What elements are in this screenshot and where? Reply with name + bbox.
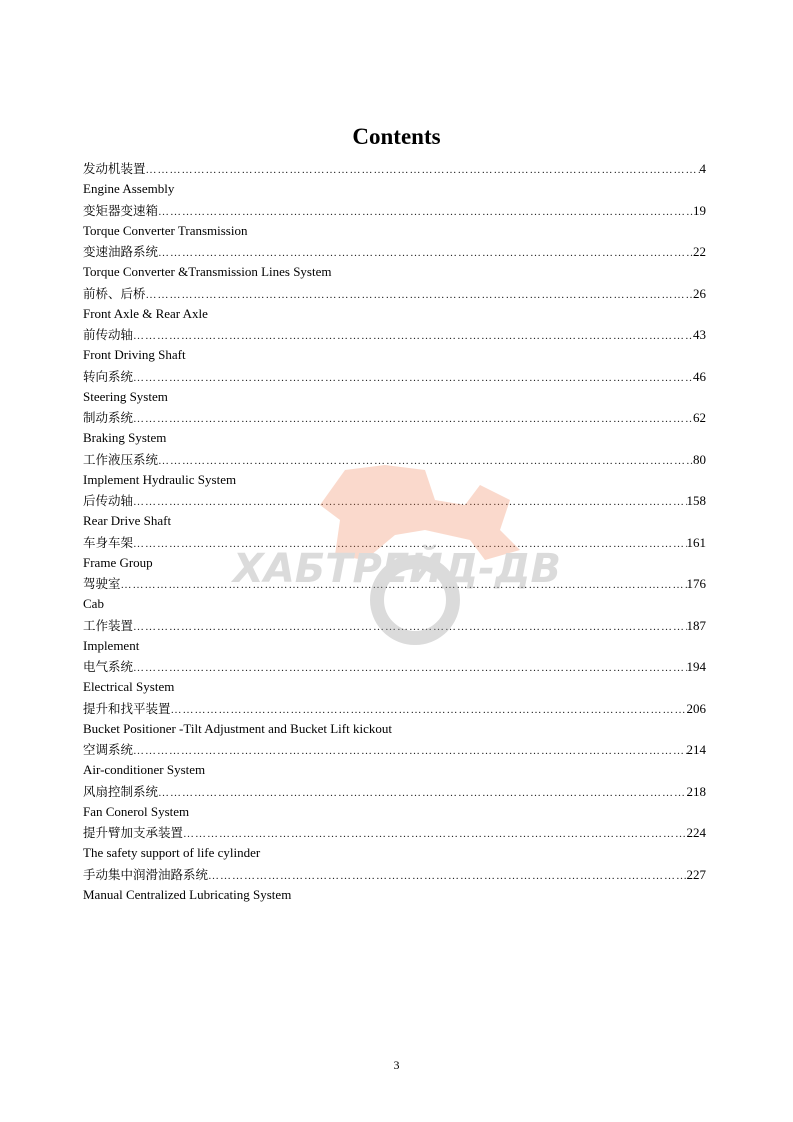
toc-entry-english-title: The safety support of life cylinder [83,845,261,860]
toc-entry-chinese-line[interactable] [83,573,706,594]
toc-entry-english-title: Cab [83,596,104,611]
toc-entry [83,573,706,615]
toc-entry-page-number: 194 [686,659,706,674]
toc-entry-chinese-title: 后传动轴 [83,493,134,508]
dot-leader [133,492,686,511]
toc-entry [83,324,706,366]
toc-entry-chinese-line[interactable] [83,158,706,179]
toc-entry-page-number: 4 [699,161,706,176]
toc-entry [83,532,706,574]
toc-entry-english-title: Manual Centralized Lubricating System [83,886,292,902]
toc-entry-chinese-line[interactable] [83,615,706,636]
toc-entry-chinese-line[interactable] [83,864,706,885]
toc-entry-english-title: Engine Assembly [83,181,175,196]
toc-entry-english-title: Frame Group [83,554,153,570]
toc-entry [83,656,706,698]
toc-entry-english-title: Bucket Positioner -Tilt Adjustment and Bucket Lift kickout [83,720,392,736]
toc-entry-chinese-title: 制动系统 [83,410,134,425]
dot-leader [158,243,693,262]
dot-leader [183,824,686,843]
toc-entry-english-title: Electrical System [83,679,175,694]
toc-entry-english-title: Rear Drive Shaft [83,513,172,528]
toc-entry-chinese-line[interactable] [83,781,706,802]
toc-entry-page-number: 224 [686,825,706,840]
toc-entry-page-number: 187 [686,617,706,633]
toc-entry-english-title: Implement [83,637,140,653]
toc-entry-chinese-line[interactable] [83,698,706,719]
dot-leader [208,866,686,885]
toc-entry-page-number: 62 [693,410,706,425]
dot-leader [146,285,693,304]
toc-entry-chinese-title: 风扇控制系统 [83,783,159,799]
toc-entry-english-title: Steering System [83,388,168,404]
toc-entry-chinese-line[interactable] [83,241,706,262]
toc-entry [83,615,706,657]
dot-leader [158,783,686,802]
toc-entry-chinese-title: 前传动轴 [83,327,134,342]
toc-entry-english-title: Implement Hydraulic System [83,471,237,487]
dot-leader [133,326,693,345]
toc-entry [83,864,706,906]
toc-entry-page-number: 176 [686,576,706,591]
toc-entry-page-number: 19 [693,202,706,218]
toc-entry-chinese-title: 转向系统 [83,368,134,384]
dot-leader [158,451,693,470]
toc-entry-chinese-title: 车身车架 [83,534,134,550]
toc-entry-page-number: 43 [693,327,706,342]
toc-entry-chinese-line[interactable] [83,324,706,345]
toc-entry-chinese-line[interactable] [83,490,706,511]
toc-entry-english-title: Front Driving Shaft [83,347,186,362]
dot-leader [171,700,687,719]
table-of-contents [83,158,706,905]
toc-entry [83,490,706,532]
toc-entry-page-number: 158 [686,493,706,508]
toc-entry-chinese-line[interactable] [83,283,706,304]
toc-entry-page-number: 26 [693,285,706,301]
dot-leader [133,658,686,677]
toc-entry-page-number: 161 [686,534,706,550]
toc-entry-chinese-line[interactable] [83,656,706,677]
toc-entry [83,158,706,200]
toc-entry [83,698,706,740]
dot-leader [121,575,687,594]
toc-entry-chinese-line[interactable] [83,407,706,428]
toc-entry-chinese-title: 前桥、后桥 [83,285,146,301]
toc-entry-chinese-title: 空调系统 [83,742,134,757]
toc-entry-english-title: Torque Converter &Transmission Lines System [83,264,332,279]
toc-entry-chinese-line[interactable] [83,449,706,470]
toc-entry-chinese-title: 驾驶室 [83,576,121,591]
toc-entry [83,407,706,449]
dot-leader [133,617,686,636]
dot-leader [146,160,700,179]
toc-entry [83,283,706,325]
toc-entry-english-title: Air-conditioner System [83,762,206,777]
page-number: 3 [393,1058,400,1072]
toc-entry-chinese-title: 电气系统 [83,659,134,674]
toc-entry-page-number: 80 [693,451,706,467]
toc-entry [83,200,706,242]
watermark-text: ХАБТРЕЙД-ДВ [232,546,562,592]
toc-entry-chinese-title: 工作液压系统 [83,451,159,467]
toc-entry-english-title: Fan Conerol System [83,803,190,819]
toc-entry-chinese-title: 发动机装置 [83,161,146,176]
toc-entry-english-title: Front Axle & Rear Axle [83,305,208,321]
toc-entry [83,822,706,864]
toc-entry-chinese-line[interactable] [83,739,706,760]
toc-entry-chinese-title: 变速油路系统 [83,244,159,259]
toc-entry [83,449,706,491]
toc-entry-chinese-title: 工作装置 [83,617,134,633]
toc-entry [83,366,706,408]
toc-entry-english-title: Torque Converter Transmission [83,222,248,238]
toc-entry-chinese-line[interactable] [83,200,706,221]
toc-entry-page-number: 218 [686,783,706,799]
toc-entry-english-title: Braking System [83,430,167,445]
dot-leader [158,202,693,221]
toc-entry-chinese-title: 提升臂加支承装置 [83,825,184,840]
toc-entry-chinese-title: 变矩器变速箱 [83,202,159,218]
toc-entry-chinese-line[interactable] [83,822,706,843]
toc-entry [83,241,706,283]
toc-entry-page-number: 46 [693,368,706,384]
toc-entry [83,739,706,781]
dot-leader [133,409,693,428]
page-title: Contents [352,124,441,149]
toc-entry [83,781,706,823]
toc-entry-page-number: 206 [686,700,706,716]
toc-entry-chinese-line[interactable] [83,532,706,553]
dot-leader [133,534,686,553]
toc-entry-chinese-title: 提升和找平装置 [83,700,171,716]
toc-entry-page-number: 22 [693,244,706,259]
dot-leader [133,368,693,387]
dot-leader [133,741,686,760]
toc-entry-page-number: 227 [686,866,706,882]
toc-entry-page-number: 214 [686,742,706,757]
toc-entry-chinese-line[interactable] [83,366,706,387]
toc-entry-chinese-title: 手动集中润滑油路系统 [83,866,209,882]
